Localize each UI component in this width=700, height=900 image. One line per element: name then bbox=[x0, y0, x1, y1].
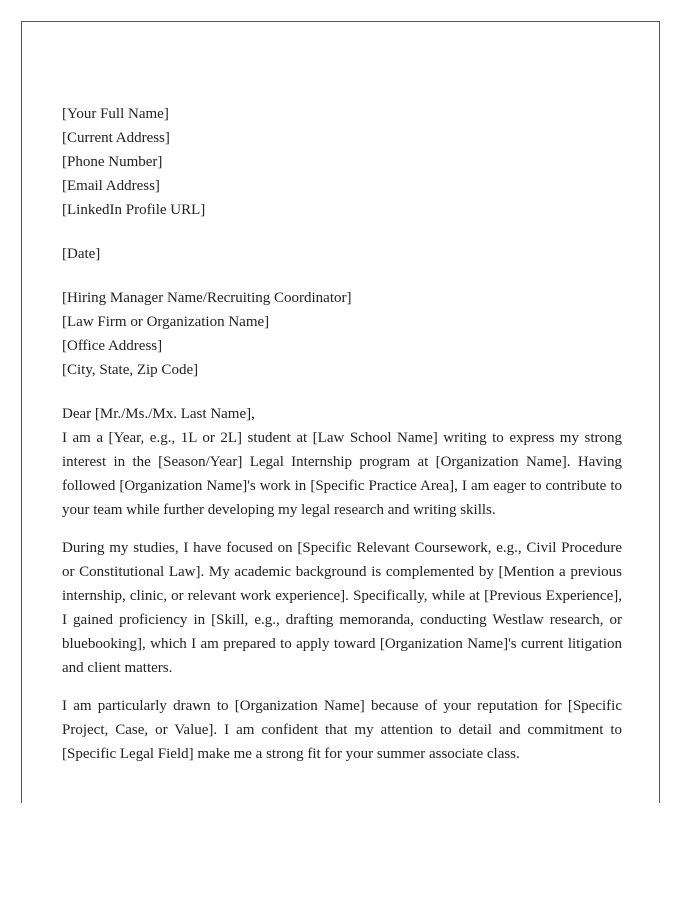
paragraph-experience: During my studies, I have focused on [Specific Relevant Coursework, e.g., Civil Procedure or Constitutional Law]. My academic background is complemented by [Mention a previous internship, clinic, or relevant work experience]. Specifically, while at [Previous Experience], I gained proficiency in [Skill, e.g., drafting memoranda, conducting Westlaw research, or bluebooking], which I am prepared to apply toward [Organization Name]'s current litigation and client matters. bbox=[62, 540, 622, 676]
paragraph-intro: I am a [Year, e.g., 1L or 2L] student at [Law School Name] writing to express my strong interest in the [Season/Year] Legal Internship program at [Organization Name]. Having followed [Organization Name]'s work in [Specific Practice Area], I am eager to contribute to your team while further developing my legal research and writing skills. bbox=[62, 430, 622, 518]
recipient-name: [Hiring Manager Name/Recruiting Coordinator] bbox=[62, 290, 352, 306]
date-block bbox=[62, 242, 622, 266]
letter-date: [Date] bbox=[62, 246, 101, 262]
letter-page bbox=[21, 21, 660, 803]
recipient-city-state-zip: [City, State, Zip Code] bbox=[62, 362, 199, 378]
recipient-block bbox=[62, 286, 622, 382]
sender-linkedin: [LinkedIn Profile URL] bbox=[62, 202, 206, 218]
paragraph-motivation: I am particularly drawn to [Organization Name] because of your reputation for [Specific Project, Case, or Value]. I am confident that my attention to detail and commitment to [Specific Legal Field] make me a strong fit for your summer associate class. bbox=[62, 698, 622, 762]
recipient-organization: [Law Firm or Organization Name] bbox=[62, 314, 270, 330]
salutation: Dear [Mr./Ms./Mx. Last Name], bbox=[62, 406, 255, 422]
recipient-address: [Office Address] bbox=[62, 338, 163, 354]
sender-email: [Email Address] bbox=[62, 178, 160, 194]
sender-name: [Your Full Name] bbox=[62, 106, 169, 122]
sender-address: [Current Address] bbox=[62, 130, 170, 146]
letter-body bbox=[62, 102, 622, 766]
sender-block bbox=[62, 102, 622, 222]
sender-phone: [Phone Number] bbox=[62, 154, 163, 170]
salutation-block bbox=[62, 402, 622, 426]
